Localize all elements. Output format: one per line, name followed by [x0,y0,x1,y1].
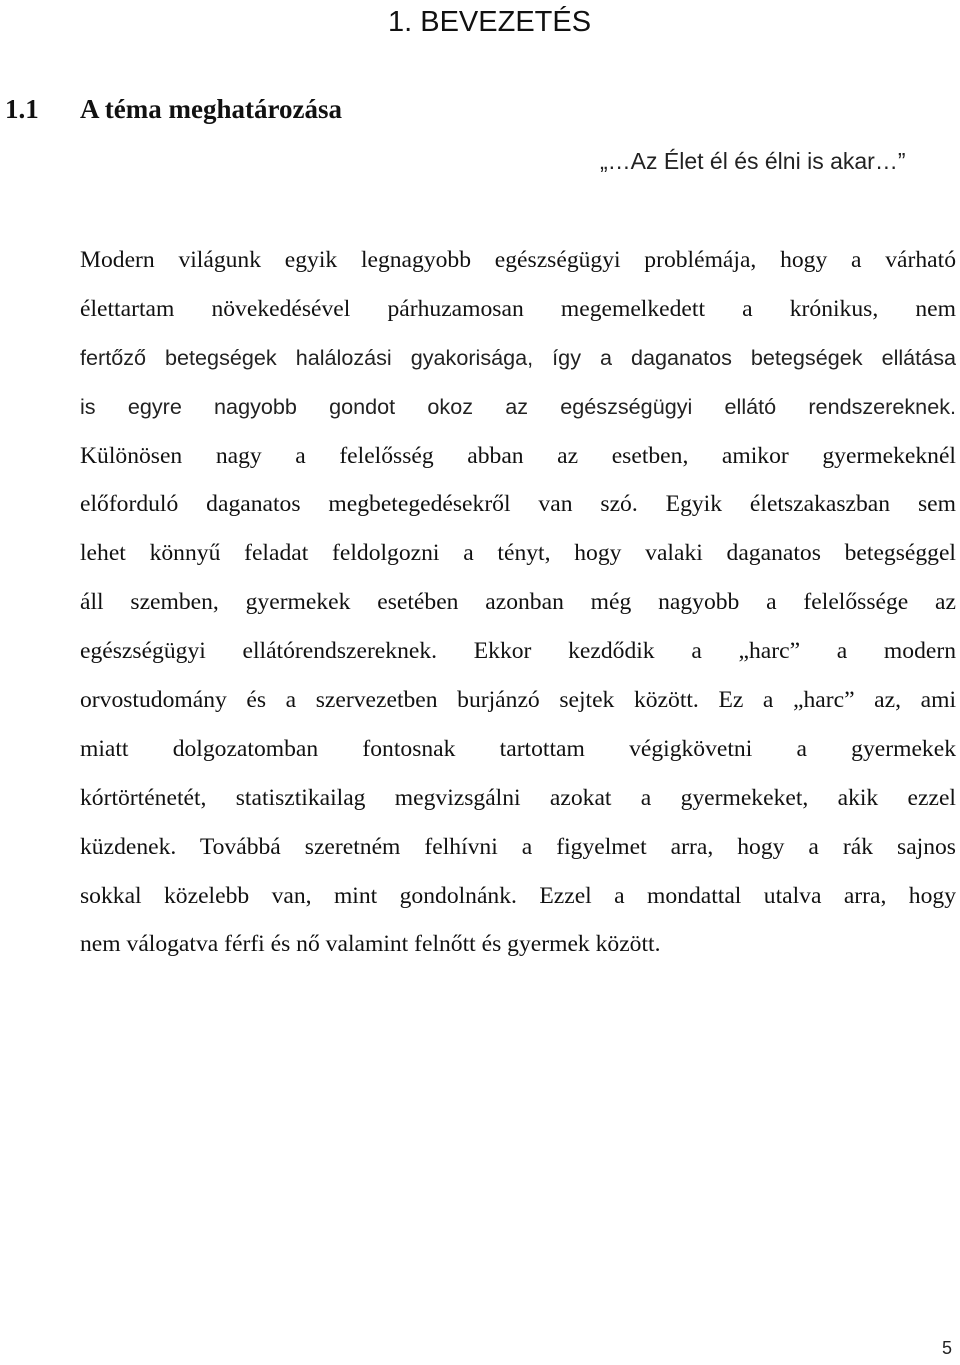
section-heading [5,91,342,127]
body-line: sokkal közelebb van, mint gondolnánk. Ezzel a mondattal utalva arra, hogy [80,882,956,909]
body-line: miatt dolgozatomban fontosnak tartottam végigkövetni a gyermekek [80,735,956,762]
body-line: Különösen nagy a felelősség abban az esetben, amikor gyermekeknél [80,442,956,469]
body-line: Modern világunk egyik legnagyobb egészségügyi problémája, hogy a várható [80,247,956,273]
body-line: is egyre nagyobb gondot okoz az egészségügyi ellátó rendszereknek. [80,393,956,419]
motto-quote: „…Az Élet él és élni is akar…” [600,148,906,174]
chapter-title: 1. BEVEZETÉS [388,6,592,38]
body-line: előforduló daganatos megbetegedésekről van szó. Egyik életszakaszban sem [80,491,956,518]
body-line: áll szemben, gyermekek esetében azonban még nagyobb a felelőssége az [80,589,956,616]
body-line: fertőző betegségek halálozási gyakorisága, így a daganatos betegségek ellátása [80,344,956,370]
body-line: élettartam növekedésével párhuzamosan megemelkedett a krónikus, nem [80,295,956,322]
body-line: küzdenek. Továbbá szeretném felhívni a figyelmet arra, hogy a rák sajnos [80,833,956,860]
body-line: lehet könnyű feladat feldolgozni a tényt, hogy valaki daganatos betegséggel [80,540,956,567]
body-line: nem válogatva férfi és nő valamint felnőtt és gyermek között. [80,931,661,958]
section-number: 1.1 [5,94,39,124]
body-line: egészségügyi ellátórendszereknek. Ekkor kezdődik a „harc” a modern [80,638,956,665]
page-number: 5 [941,1338,952,1358]
section-title: A téma meghatározása [80,94,342,124]
body-line: kórtörténetét, statisztikailag megvizsgálni azokat a gyermekeket, akik ezzel [80,784,956,811]
body-paragraph [80,236,956,969]
body-line: orvostudomány és a szervezetben burjánzó sejtek között. Ez a „harc” az, ami [80,687,956,714]
